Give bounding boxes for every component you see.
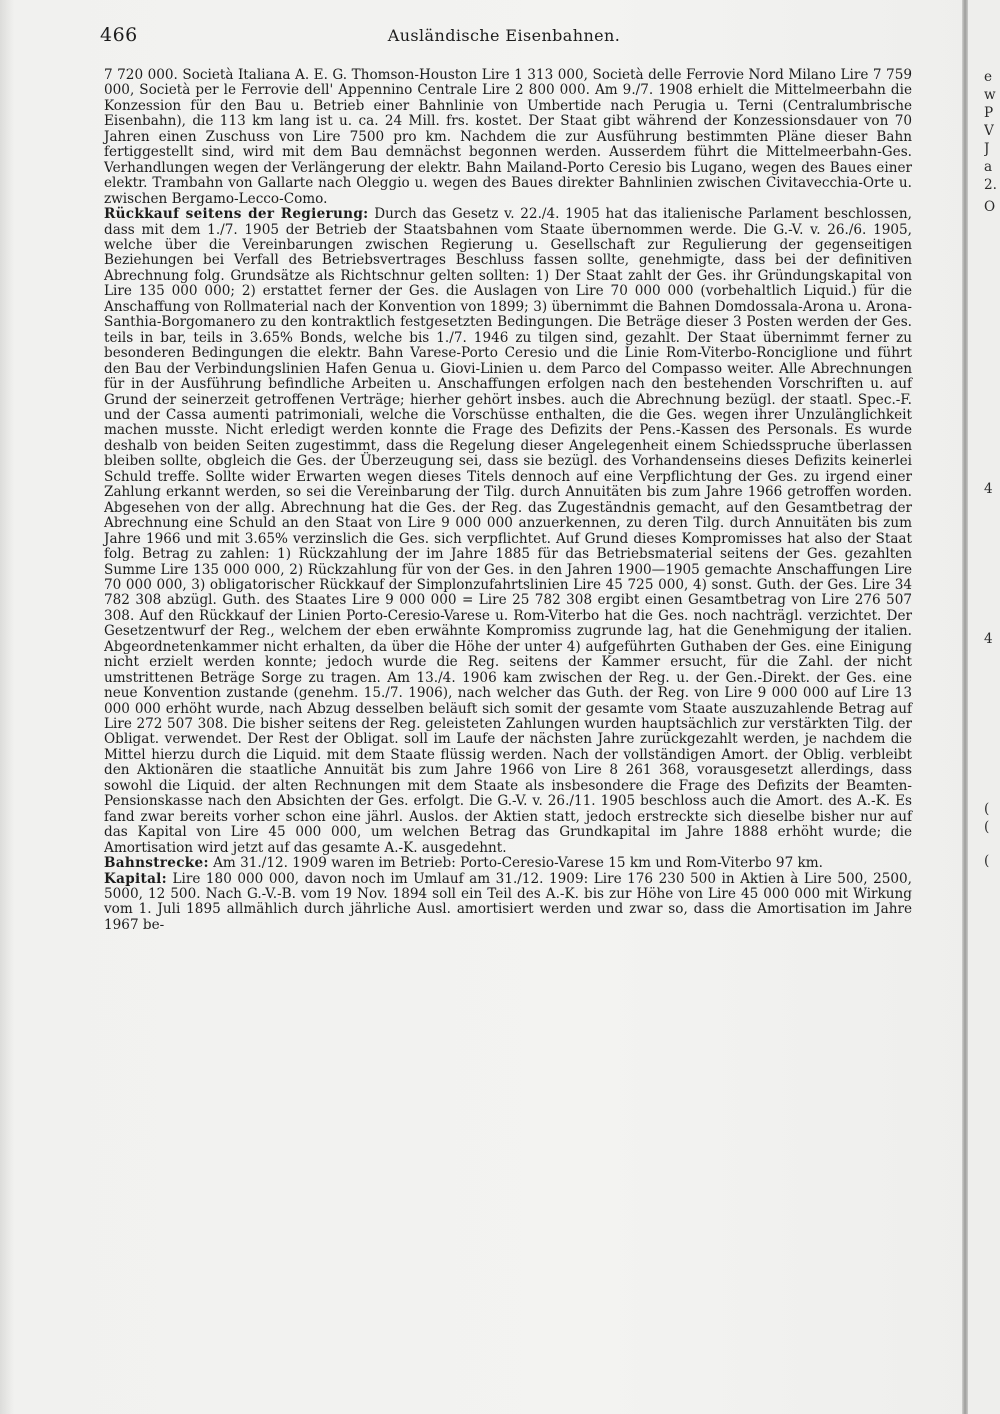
margin-fragment: V: [984, 123, 994, 139]
paragraph-text: 7 720 000. Società Italiana A. E. G. Thomson-Houston Lire 1 313 000, Società delle Ferrovie Nord Milano Lire 7 759 000, Società per le Ferrovie dell' Appennino Centrale Lire 2 800 000. Am 9./7. 1908 erhielt die Mittelmeerbahn die Konzession für den Bau u. Betrieb einer Bahnlinie von Umbertide nach Perugia u. Terni (Centralumbrische Eisenbahn), die 113 km lang ist u. ca. 24 Mill. frs. kostet. Der Staat gibt während der Konzessionsdauer von 70 Jahren einen Zuschuss von Lire 7500 pro km. Nachdem die zur Ausführung bestimmten Pläne dieser Bahn fertiggestellt sind, wird mit dem Bau demnächst begonnen werden. Ausserdem führt die Mittelmeerbahn-Ges. Verhandlungen wegen der Verlängerung der elektr. Bahn Mailand-Porto Ceresio bis Lugano, wegen des Baues einer elektr. Trambahn von Gallarte nach Oleggio u. wegen des Baues direkter Bahnlinien zwischen Civitavecchia-Orte u. zwischen Bergamo-Lecco-Como.: [104, 67, 912, 207]
paragraph-text: Lire 180 000 000, davon noch im Umlauf am 31./12. 1909: Lire 176 230 500 in Aktien à Lire 500, 2500, 5000, 12 500. Nach G.-V.-B. vom 19 Nov. 1894 soll ein Teil des A.-K. bis zur Höhe von Lire 45 000 000 mit Wirkung vom 1. Juli 1895 allmählich durch jährliche Ausl. amortisiert werden und zwar so, dass die Amortisation im Jahre 1967 be-: [104, 870, 912, 933]
paragraph-lead: Bahnstrecke:: [104, 855, 209, 872]
paragraph-text: Am 31./12. 1909 waren im Betrieb: Porto-Ceresio-Varese 15 km und Rom-Viterbo 97 km.: [213, 855, 823, 872]
margin-fragment: (: [984, 853, 990, 869]
margin-fragment: P: [984, 105, 994, 121]
page-gutter: [962, 0, 968, 1414]
margin-fragment: e: [984, 70, 993, 85]
margin-fragment: J: [984, 141, 990, 157]
page-number: 466: [100, 24, 138, 46]
margin-fragment: 2.: [984, 177, 997, 193]
margin-fragment: (: [984, 801, 990, 817]
facing-page-fragments: [984, 70, 1000, 1370]
margin-fragment: O: [984, 199, 996, 215]
margin-fragment: a: [984, 159, 993, 175]
paragraph-lead: Kapital:: [104, 870, 167, 887]
page-header: [100, 24, 908, 50]
paragraph-rueckkauf: [104, 207, 912, 856]
paragraph-kapital: [104, 872, 912, 934]
paragraph-intro: [104, 68, 912, 207]
paragraph-bahnstrecke: [104, 856, 912, 871]
paragraph-lead: Rückkauf seitens der Regierung:: [104, 206, 369, 223]
margin-fragment: 4: [984, 481, 993, 497]
body-text: [104, 68, 912, 933]
running-title: Ausländische Eisenbahnen.: [387, 26, 621, 45]
paragraph-text: Durch das Gesetz v. 22./4. 1905 hat das italienische Parlament beschlossen, dass mit dem 1./7. 1905 der Betrieb der Staatsbahnen vom Staate übernommen werde. Die G.-V. v. 26./6. 1905, welche über die Vereinbarungen zwischen Regierung u. Gesellschaft zur Regulierung der gegenseitigen Beziehungen bei Verfall des Betriebsvertrages Beschluss fassen sollte, genehmigte, dass bei der definitiven Abrechnung folg. Grundsätze als Richtschnur gelten sollten: 1) Der Staat zahlt der Ges. ihr Gründungskapital von Lire 135 000 000; 2) erstattet ferner der Ges. die Auslagen von Lire 70 000 000 (vorbehaltlich Liquid.) für die Anschaffung von Rollmaterial nach der Konvention von 1899; 3) übernimmt die Bahnen Domdossala-Arona u. Arona-Santhia-Borgomanero zu den kontraktlich festgesetzten Bedingungen. Die Beträge dieser 3 Posten werden der Ges. teils in bar, teils in 3.65% Bonds, welche bis 1./7. 1946 zu tilgen sind, gezahlt. Der Staat übernimmt ferner zu besonderen Bedingungen die elektr. Bahn Varese-Porto Ceresio und die Linie Rom-Viterbo-Ronciglione und führt den Bau der Verbindungslinien Hafen Genua u. Giovi-Linien u. dem Parco del Compasso weiter. Alle Abrechnungen für in der Ausführung befindliche Arbeiten u. Anschaffungen erfolgen nach den bestehenden Vorschriften u. auf Grund der seinerzeit getroffenen Verträge; hierher gehört insbes. auch die Abrechnung bezügl. der staatl. Spec.-F. und der Cassa aumenti patrimoniali, welche die Vorschüsse enthalten, die die Ges. wegen ihrer Unzulänglichkeit machen musste. Nicht erledigt werden konnte die Frage des Defizits der Pens.-Kassen des Personals. Es wurde deshalb von beiden Seiten zugestimmt, dass die Regelung dieser Angelegenheit einem Schiedsspruche überlassen bleiben sollte, obgleich die Ges. der Überzeugung sei, dass sie bezügl. des Vorhandenseins dieses Defizits keinerlei Schuld treffe. Sollte wider Erwarten wegen dieses Titels dennoch auf eine Verpflichtung der Ges. zu irgend einer Zahlung erkannt werden, so sei die Vereinbarung der Tilg. durch Annuitäten bis zum Jahre 1966 getroffen worden. Abgesehen von der allg. Abrechnung hat die Ges. der Reg. das Zugeständnis gemacht, auf den Gesamtbetrag der Abrechnung eine Schuld an den Staat von Lire 9 000 000 anzuerkennen, zu deren Tilg. durch Annuitäten bis zum Jahre 1966 und mit 3.65% verzinslich die Ges. sich verpflichtet. Auf Grund dieses Kompromisses hat also der Staat folg. Betrag zu zahlen: 1) Rückzahlung der im Jahre 1885 für das Betriebsmaterial seitens der Ges. gezahlten Summe Lire 135 000 000, 2) Rückzahlung für von der Ges. in den Jahren 1900—1905 gemachte Anschaffungen Lire 70 000 000, 3) obligatorischer Rückkauf der Simplonzufahrtslinien Lire 45 725 000, 4) sonst. Guth. der Ges. Lire 34 782 308 abzügl. Guth. des Staates Lire 9 000 000 = Lire 25 782 308 ergibt einen Gesamtbetrag von Lire 276 507 308. Auf den Rückkauf der Linien Porto-Ceresio-Varese u. Rom-Viterbo hat die Ges. noch nachträgl. verzichtet. Der Gesetzentwurf der Reg., welchem der eben erwähnte Kompromiss zugrunde lag, hat die Genehmigung der italien. Abgeordnetenkammer nicht erhalten, da über die Höhe der unter 4) aufgeführten Guthaben der Ges. eine Einigung nicht erzielt werden konnte; jedoch wurde die Reg. seitens der Kammer ersucht, für die Zahl. der nicht umstrittenen Beträge Sorge zu tragen. Am 13./4. 1906 kam zwischen der Reg. u. der Gen.-Direkt. der Ges. eine neue Konvention zustande (genehm. 15./7. 1906), nach welcher das Guth. der Reg. von Lire 9 000 000 auf Lire 13 000 000 erhöht wurde, nach Abzug desselben beläuft sich somit der gesamte vom Staate auszuzahlende Betrag auf Lire 272 507 308. Die bisher seitens der Reg. geleisteten Zahlungen wurden hauptsächlich zur verstärkten Tilg. der Obligat. verwendet. Der Rest der Obligat. soll im Laufe der nächsten Jahre zurückgezahlt werden, je nachdem die Mittel hierzu durch die Liquid. mit dem Staate flüssig werden. Nach der vollständigen Amort. der Oblig. verbleibt den Aktionären die staatliche Annuität bis zum Jahre 1966 von Lire 8 261 368, vorausgesetzt allerdings, dass sowohl die Liquid. der alten Rechnungen mit dem Staate als insbesondere die Frage des Defizits der Beamten-Pensionskasse nach den Absichten der Ges. erfolgt. Die G.-V. v. 26./11. 1905 beschloss auch die Amort. des A.-K. Es fand zwar bereits vorher schon eine jährl. Auslos. der Aktien statt, jedoch erstreckte sich dieselbe bisher nur auf das Kapital von Lire 45 000 000, um welchen Betrag das Grundkapital im Jahre 1888 erhöht wurde; die Amortisation wird jetzt auf das gesamte A.-K. ausgedehnt.: [104, 206, 912, 856]
margin-fragment: w: [984, 87, 996, 103]
margin-fragment: (: [984, 819, 990, 835]
margin-fragment: 4: [984, 631, 993, 647]
